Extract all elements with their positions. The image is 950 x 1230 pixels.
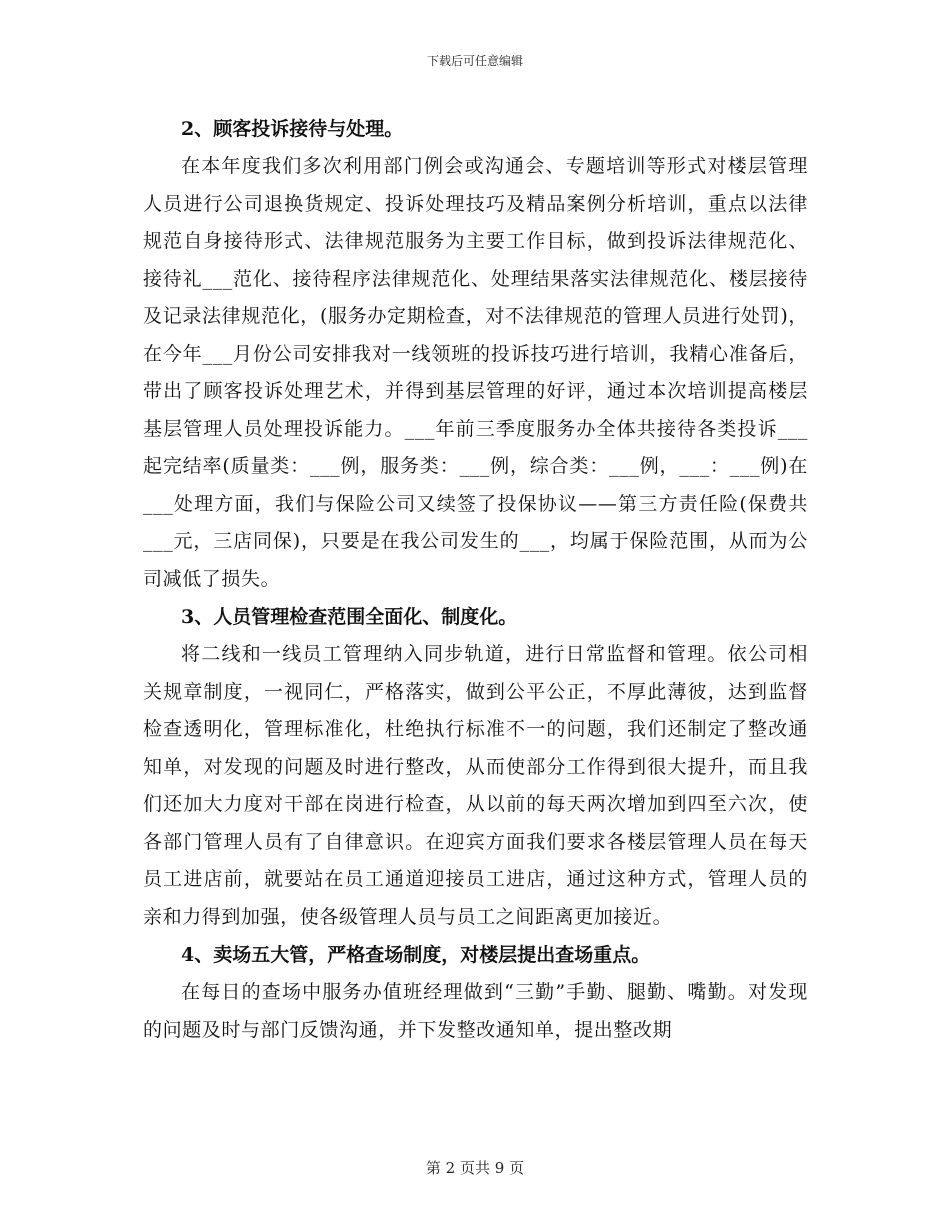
section-heading-2: 2、顾客投诉接待与处理。 [181,118,404,140]
section-body-3: 将二线和一线员工管理纳入同步轨道，进行日常监督和管理。依公司相关规章制度，一视同仁，严格落实，做到公平公正，不厚此薄彼，达到监督检查透明化，管理标准化，杜绝执行标准不一的问题，我们还制定了整改通知单，对发现的问题及时进行整改，从而使部分工作得到很大提升，而且我们还加大力度对干部在岗进行检查，从以前的每天两次增加到四至六次，使各部门管理人员有了自律意识。在迎宾方面我们要求各楼层管理人员在每天员工进店前，就要站在员工通道迎接员工进店，通过这种方式，管理人员的亲和力得到加强，使各级管理人员与员工之间距离更加接近。 [143,643,808,928]
page-header: 下载后可任意编辑 [426,54,523,68]
section-body-4: 在每日的查场中服务办值班经理做到“三勤”手勤、腿勤、嘴勤。对发现的问题及时与部门反馈沟通，并下发整改通知单，提出整改期 [143,981,808,1041]
section-body-2: 在本年度我们多次利用部门例会或沟通会、专题培训等形式对楼层管理人员进行公司退换货规定、投诉处理技巧及精品案例分析培训，重点以法律规范自身接待形式、法律规范服务为主要工作目标，做到投诉法律规范化、接待礼___范化、接待程序法律规范化、处理结果落实法律规范化、楼层接待及记录法律规范化，(服务办定期检查，对不法律规范的管理人员进行处罚)，在今年___月份公司安排我对一线领班的投诉技巧进行培训，我精心准备后，带出了顾客投诉处理艺术，并得到基层管理的好评，通过本次培训提高楼层基层管理人员处理投诉能力。___年前三季度服务办全体共接待各类投诉___起完结率(质量类：___例，服务类：___例，综合类：___例，___：___例)在___处理方面，我们与保险公司又续签了投保协议——第三方责任险(保费共___元，三店同保)，只要是在我公司发生的___，均属于保险范围，从而为公司减低了损失。 [143,155,808,590]
page-footer: 第 2 页共 9 页 [425,1159,525,1177]
section-heading-4: 4、卖场五大管，严格查场制度，对楼层提出查场重点。 [181,944,651,966]
section-heading-3: 3、人员管理检查范围全面化、制度化。 [181,606,518,628]
document-body [143,110,808,1049]
